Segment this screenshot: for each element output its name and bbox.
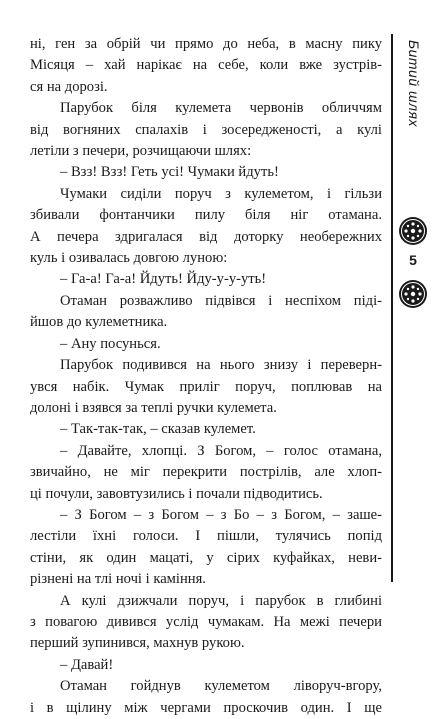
text-line: увся набік. Чумак приліг поруч, поплював на: [30, 378, 382, 395]
text-line: з повагою дивився услід чумакам. На межі печери: [30, 613, 382, 630]
text-line: – Давайте, хлопці. З Богом, – голос отамана,: [60, 442, 382, 459]
page-number: 5: [409, 252, 417, 268]
page-text: [30, 34, 382, 719]
text-line: куль і озивалась довгою луною:: [30, 250, 228, 267]
text-line: летіли з печери, розчищаючи шлях:: [30, 143, 252, 160]
text-line: йшов до кулеметника.: [30, 314, 168, 331]
text-line: від вогняних спалахів і зосередженості, а кулі: [30, 121, 382, 138]
ornament-icon: [398, 216, 428, 246]
text-line: – Взз! Взз! Геть усі! Чумаки йдуть!: [60, 164, 279, 181]
text-line: долоні і взявся за теплі ручки кулемета.: [30, 399, 277, 416]
text-line: і в щілину між чергами проскочив один. І ще: [30, 699, 382, 716]
text-line: лестіли їхні голоси. І пішли, тулячись попід: [30, 528, 382, 545]
text-line: перший зупинився, махнув рукою.: [30, 635, 245, 652]
text-line: ся на дорозі.: [30, 78, 108, 95]
text-line: ці почули, завовтузились і почали підводитись.: [30, 485, 323, 502]
text-line: Отаман розважливо підвівся і неспіхом піді-: [60, 292, 382, 309]
running-head-text: Битий шлях: [406, 40, 422, 128]
text-line: – З Богом – з Богом – з Бо – з Богом, – заше-: [60, 506, 382, 523]
text-line: А печера здригалася від доторку необережних: [30, 228, 382, 245]
text-line: збивали фонтанчики пилу біля ніг отамана.: [30, 207, 382, 224]
text-line: А кулі дзижчали поруч, і парубок в глибині: [60, 592, 382, 609]
text-line: Отаман гойднув кулеметом ліворуч-вгору,: [60, 678, 382, 695]
running-head: [402, 40, 426, 200]
margin-rule: [391, 34, 393, 582]
text-line: – Так-так-так, – сказав кулемет.: [60, 421, 256, 438]
text-line: Парубок біля кулемета червонів обличчям: [60, 100, 382, 117]
text-line: різнені на тлі ночі і каміння.: [30, 571, 206, 588]
text-line: – Ану посунься.: [60, 335, 161, 352]
text-line: ні, ген за обрій чи прямо до неба, в масну пику: [30, 36, 382, 52]
text-line: – Га-а! Га-а! Йдуть! Йду-у-у-уть!: [60, 271, 267, 288]
text-line: – Давай!: [60, 656, 114, 673]
text-line: Місяця – хай нарікає на себе, коли вже зустрів-: [30, 57, 382, 74]
text-line: Парубок подивився на нього знизу і переверн-: [60, 357, 382, 374]
text-line: звичайно, не міг перекрити пострілів, але хлоп-: [30, 464, 382, 481]
text-line: Чумаки сиділи поруч з кулеметом, і гільзи: [60, 185, 382, 202]
ornament-icon: [398, 279, 428, 309]
text-line: стіни, як один мацаті, у сірих куфайках, неви-: [30, 549, 382, 566]
